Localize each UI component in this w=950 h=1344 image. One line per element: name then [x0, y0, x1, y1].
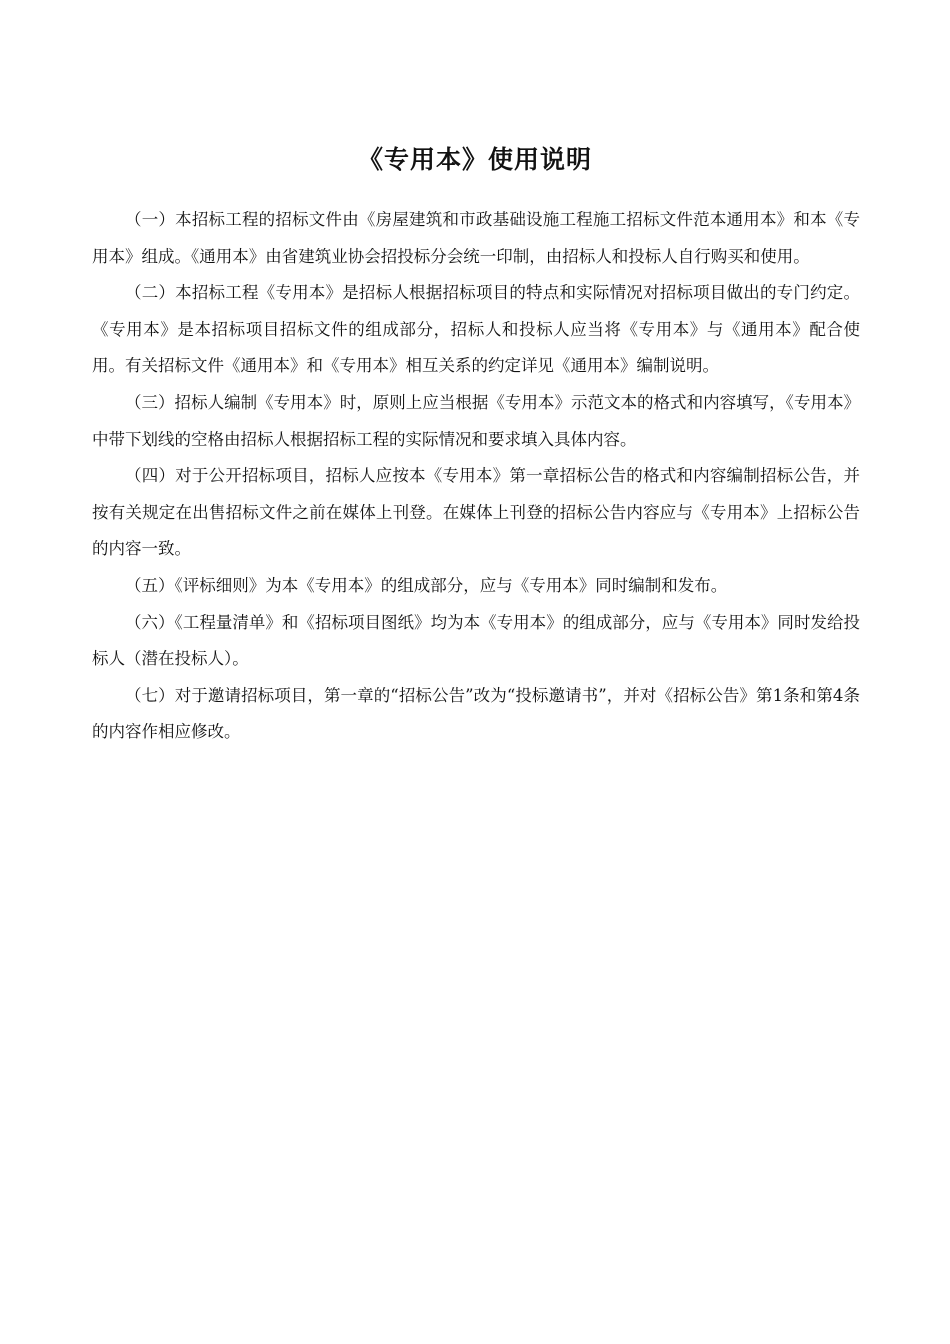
- paragraph-1: （一）本招标工程的招标文件由《房屋建筑和市政基础设施工程施工招标文件范本通用本》和本《专用本》组成。《通用本》由省建筑业协会招投标分会统一印制，由招标人和投标人自行购买和使用。: [92, 210, 860, 266]
- paragraph-2: （二）本招标工程《专用本》是招标人根据招标项目的特点和实际情况对招标项目做出的专门约定。《专用本》是本招标项目招标文件的组成部分，招标人和投标人应当将《专用本》与《通用本》配合使用。有关招标文件《通用本》和《专用本》相互关系的约定详见《通用本》编制说明。: [92, 283, 860, 376]
- paragraph-3: （三）招标人编制《专用本》时，原则上应当根据《专用本》示范文本的格式和内容填写，《专用本》中带下划线的空格由招标人根据招标工程的实际情况和要求填入具体内容。: [92, 392, 860, 449]
- paragraph-5: （五）《评标细则》为本《专用本》的组成部分，应与《专用本》同时编制和发布。: [125, 575, 728, 595]
- paragraph-6: （六）《工程量清单》和《招标项目图纸》均为本《专用本》的组成部分，应与《专用本》同时发给投标人（潜在投标人）。: [92, 612, 860, 669]
- document-body: [92, 202, 860, 751]
- paragraph-7: （七）对于邀请招标项目，第一章的“招标公告”改为“投标邀请书”，并对《招标公告》第1条和第4条的内容作相应修改。: [92, 685, 860, 742]
- document-title: 《专用本》使用说明: [357, 145, 592, 174]
- paragraph-4: （四）对于公开招标项目，招标人应按本《专用本》第一章招标公告的格式和内容编制招标公告，并按有关规定在出售招标文件之前在媒体上刊登。在媒体上刊登的招标公告内容应与《专用本》上招标公告的内容一致。: [92, 466, 860, 559]
